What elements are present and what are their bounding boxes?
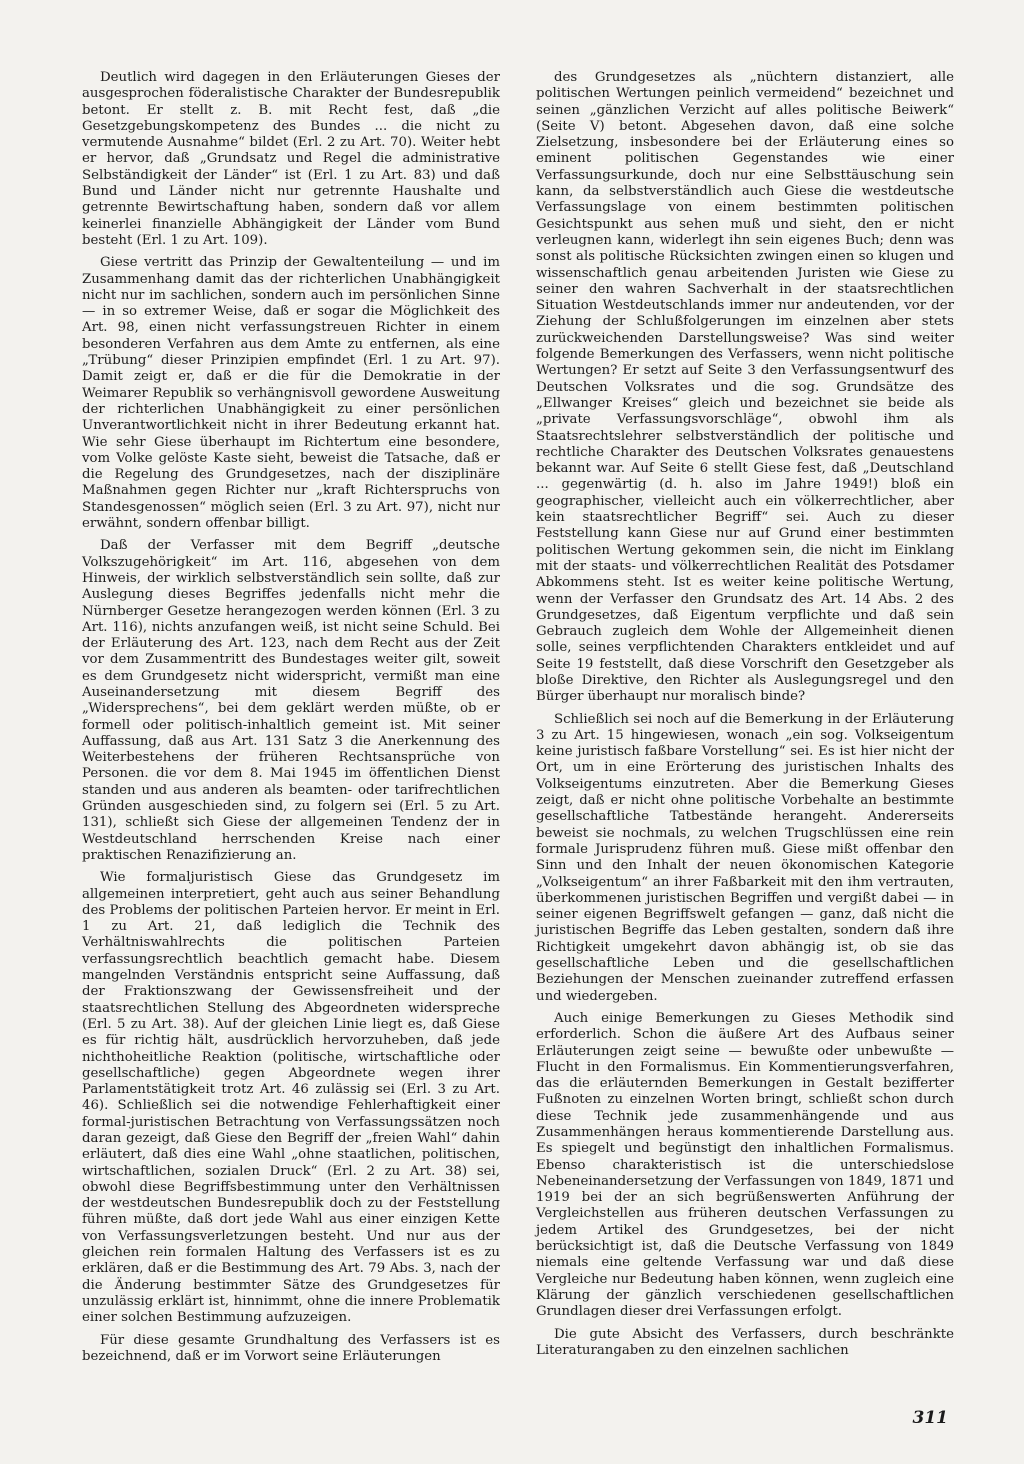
paragraph: Für diese gesamte Grundhaltung des Verfassers ist es bezeichnend, daß er im Vorwort seine Erläuterungen	[82, 1332, 500, 1364]
paragraph: Schließlich sei noch auf die Bemerkung in der Erläuterung 3 zu Art. 15 hingewiesen, wonach „ein sog. Volkseigentum keine juristisch faßbare Vorstellung“ sei. Es ist hier nicht der Ort, um in eine Erörterung des juristischen Inhalts des Volkseigentums einzutreten. Aber die Bemerkung Gieses zeigt, daß er nicht ohne politische Vorbehalte an bestimmte gesellschaftliche Tatbestände herangeht. Andererseits beweist sie nochmals, zu welchen Trugschlüssen eine rein formale Jurisprudenz führen muß. Giese mißt offenbar den Sinn und den Inhalt der neuen ökonomischen Kategorie „Volkseigentum“ an ihrer Faßbarkeit mit den ihm vertrauten, überkommenen juristischen Begriffen und vergißt dabei — in seiner eigenen Begriffswelt gefangen — ganz, daß nicht die juristischen Begriffe das Leben gestalten, sondern daß ihre Richtigkeit umgekehrt davon abhängig ist, ob sie das gesellschaftliche Leben und die gesellschaftlichen Beziehungen der Menschen zueinander zutreffend erfassen und wiedergeben.	[536, 711, 954, 1004]
left-column	[82, 70, 500, 1371]
paragraph: Giese vertritt das Prinzip der Gewaltenteilung — und im Zusammenhang damit das der richterlichen Unabhängigkeit nicht nur im sachlichen, sondern auch im persönlichen Sinne — in so extremer Weise, daß er sogar die Möglichkeit des Art. 98, einen nicht verfassungstreuen Richter in einem besonderen Verfahren aus dem Amte zu entfernen, als eine „Trübung“ dieser Prinzipien empfindet (Erl. 1 zu Art. 97). Damit zeigt er, daß er die für die Demokratie in der Weimarer Republik so verhängnisvoll gewordene Ausweitung der richterlichen Unabhängigkeit zu einer persönlichen Unverantwortlichkeit nicht in ihrer Bedeutung erkannt hat. Wie sehr Giese überhaupt im Richtertum eine besondere, vom Volke gelöste Kaste sieht, beweist die Tatsache, daß er die Regelung des Grundgesetzes, nach der disziplinäre Maßnahmen gegen Richter nur „kraft Richterspruchs von Standesgenossen“ möglich seien (Erl. 3 zu Art. 97), nicht nur erwähnt, sondern offenbar billigt.	[82, 255, 500, 532]
paragraph: Deutlich wird dagegen in den Erläuterungen Gieses der ausgesprochen föderalistische Charakter der Bundesrepublik betont. Er stellt z. B. mit Recht fest, daß „die Gesetzgebungskompetenz des Bundes ... die nicht zu vermutende Ausnahme“ bildet (Erl. 2 zu Art. 70). Weiter hebt er hervor, daß „Grundsatz und Regel die administrative Selbständigkeit der Länder“ ist (Erl. 1 zu Art. 83) und daß Bund und Länder nicht nur getrennte Haushalte und getrennte Bewirtschaftung haben, sondern daß vor allem keinerlei finanzielle Abhängigkeit der Länder vom Bund besteht (Erl. 1 zu Art. 109).	[82, 70, 500, 248]
document-page	[82, 70, 954, 1410]
paragraph: Die gute Absicht des Verfassers, durch beschränkte Literaturangaben zu den einzelnen sachlichen	[536, 1326, 954, 1358]
page-number: 311	[912, 1408, 948, 1428]
paragraph: Auch einige Bemerkungen zu Gieses Methodik sind erforderlich. Schon die äußere Art des Aufbaus seiner Erläuterungen zeigt seine — bewußte oder unbewußte — Flucht in den Formalismus. Ein Kommentierungsverfahren, das die erläuternden Bemerkungen in Gestalt bezifferter Fußnoten zu einzelnen Worten bringt, schließt schon durch diese Technik jede zusammenhängende und aus Zusammenhängen heraus kommentierende Darstellung aus. Es spiegelt und begünstigt den inhaltlichen Formalismus. Ebenso charakteristisch ist die unterschiedslose Nebeneinandersetzung der Verfassungen von 1849, 1871 und 1919 bei der an sich begrüßenswerten Anführung der Vergleichstellen aus früheren deutschen Verfassungen zu jedem Artikel des Grundgesetzes, bei der nicht berücksichtigt ist, daß die Deutsche Verfassung von 1849 niemals eine geltende Verfassung war und daß diese Vergleiche nur Bedeutung haben können, wenn zugleich eine Klärung der gänzlich verschiedenen gesellschaftlichen Grundlagen dieser drei Verfassungen erfolgt.	[536, 1010, 954, 1320]
paragraph: Wie formaljuristisch Giese das Grundgesetz im allgemeinen interpretiert, geht auch aus seiner Behandlung des Problems der politischen Parteien hervor. Er meint in Erl. 1 zu Art. 21, daß lediglich die Technik des Verhältniswahlrechts die politischen Parteien verfassungsrechtlich beachtlich gemacht habe. Diesem mangelnden Verständnis entspricht seine Auffassung, daß der Fraktionszwang der Gewissensfreiheit und der staatsrechtlichen Stellung des Abgeordneten widerspreche (Erl. 5 zu Art. 38). Auf der gleichen Linie liegt es, daß Giese es für richtig hält, ausdrücklich hervorzuheben, daß jede nichthoheitliche Reaktion (politische, wirtschaftliche oder gesellschaftliche) gegen Abgeordnete wegen ihrer Parlamentstätigkeit trotz Art. 46 zulässig sei (Erl. 3 zu Art. 46). Schließlich sei die notwendige Fehlerhaftigkeit einer formal-juristischen Betrachtung von Verfassungssätzen noch daran gezeigt, daß Giese den Begriff der „freien Wahl“ dahin erläutert, daß dies eine Wahl „ohne staatlichen, politischen, wirtschaftlichen, sozialen Druck“ (Erl. 2 zu Art. 38) sei, obwohl diese Begriffsbestimmung unter den Verhältnissen der westdeutschen Bundesrepublik doch zu der Feststellung führen müßte, daß dort jede Wahl aus einer einzigen Kette von Verfassungsverletzungen besteht. Und nur aus der gleichen rein formalen Haltung des Verfassers ist es zu erklären, daß er die Bestimmung des Art. 79 Abs. 3, nach der die Änderung bestimmter Sätze des Grundgesetzes für unzulässig erklärt ist, hinnimmt, ohne die innere Problematik einer solchen Bestimmung aufzuzeigen.	[82, 870, 500, 1326]
paragraph: Daß der Verfasser mit dem Begriff „deutsche Volkszugehörigkeit“ im Art. 116, abgesehen von dem Hinweis, der wirklich selbstverständlich sein sollte, daß zur Auslegung dieses Begriffes jedenfalls nicht mehr die Nürnberger Gesetze herangezogen werden können (Erl. 3 zu Art. 116), nichts anzufangen weiß, ist nicht seine Schuld. Bei der Erläuterung des Art. 123, nach dem Recht aus der Zeit vor dem Zusammentritt des Bundestages weiter gilt, soweit es dem Grundgesetz nicht widerspricht, vermißt man eine Auseinandersetzung mit diesem Begriff des „Widersprechens“, bei dem geklärt werden müßte, ob er formell oder politisch-inhaltlich gemeint ist. Mit seiner Auffassung, daß aus Art. 131 Satz 3 die Anerkennung des Weiterbestehens der früheren Rechtsansprüche von Personen. die vor dem 8. Mai 1945 im öffentlichen Dienst standen und aus anderen als beamten- oder tarifrechtlichen Gründen ausgeschieden sind, zu folgern sei (Erl. 5 zu Art. 131), schließt sich Giese der allgemeinen Tendenz der in Westdeutschland herrschenden Kreise nach einer praktischen Renazifizierung an.	[82, 538, 500, 863]
paragraph: des Grundgesetzes als „nüchtern distanziert, alle politischen Wertungen peinlich vermeidend“ bezeichnet und seinen „gänzlichen Verzicht auf alles politische Beiwerk“ (Seite V) betont. Abgesehen davon, daß eine solche Zielsetzung, insbesondere bei der Erläuterung eines so eminent politischen Gegenstandes wie einer Verfassungsurkunde, doch nur eine Selbsttäuschung sein kann, da selbstverständlich auch Giese die westdeutsche Verfassungslage von einem bestimmten politischen Gesichtspunkt aus sehen muß und sieht, den er nicht verleugnen kann, widerlegt ihn sein eigenes Buch; denn was sonst als politische Rücksichten zwingen einen so klugen und wissenschaftlich genau arbeitenden Juristen wie Giese zu seiner den wahren Sachverhalt in der staatsrechtlichen Situation Westdeutschlands immer nur andeutenden, vor der Ziehung der Schlußfolgerungen im einzelnen aber stets zurückweichenden Darstellungsweise? Was sind weiter folgende Bemerkungen des Verfassers, wenn nicht politische Wertungen? Er setzt auf Seite 3 den Verfassungsentwurf des Deutschen Volksrates und die sog. Grundsätze des „Ellwanger Kreises“ gleich und bezeichnet sie beide als „private Verfassungsvorschläge“, obwohl ihm als Staatsrechtslehrer selbstverständlich der politische und rechtliche Charakter des Deutschen Volksrates genauestens bekannt war. Auf Seite 6 stellt Giese fest, daß „Deutschland ... gegenwärtig (d. h. also im Jahre 1949!) bloß ein geographischer, vielleicht auch ein völkerrechtlicher, aber kein staatsrechtlicher Begriff“ sei. Auch zu dieser Feststellung kann Giese nur auf Grund einer bestimmten politischen Wertung gekommen sein, die nicht im Einklang mit der staats- und völkerrechtlichen Realität des Potsdamer Abkommens steht. Ist es weiter keine politische Wertung, wenn der Verfasser den Grundsatz des Art. 14 Abs. 2 des Grundgesetzes, daß Eigentum verpflichte und daß sein Gebrauch zugleich dem Wohle der Allgemeinheit dienen solle, seines verpflichtenden Charakters entkleidet und auf Seite 19 feststellt, daß diese Vorschrift den Gesetzgeber als bloße Direktive, den Richter als Auslegungsregel und den Bürger überhaupt nur moralisch binde?	[536, 70, 954, 705]
right-column	[536, 70, 954, 1365]
